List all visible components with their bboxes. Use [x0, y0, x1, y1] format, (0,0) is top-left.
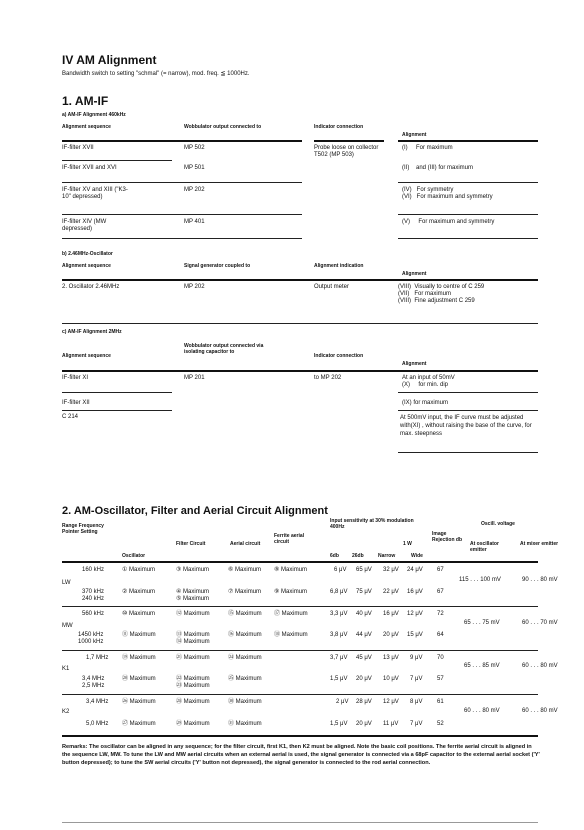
aerial-cell: ㉛ Maximum: [228, 721, 262, 727]
row-rule: [62, 392, 172, 393]
filter-cell: ③ Maximum: [176, 567, 210, 573]
a-rule: [314, 140, 384, 142]
narrow-cell: 16 μV: [383, 611, 399, 617]
freq: 370 kHz 240 kHz: [82, 589, 105, 602]
osc-h-image: Image Rejection db: [432, 531, 463, 543]
group-rule: [62, 606, 538, 607]
osc-cell: ⑳ Maximum: [122, 676, 156, 682]
filter-cell: ㉘ Maximum: [176, 699, 210, 705]
row-rule: [62, 323, 538, 324]
osc-h-sens: Input sensitivity at 30% modulation 400Hz: [330, 518, 414, 530]
ferrite-cell: ⑰ Maximum: [274, 611, 308, 617]
s6-cell: 3,7 μV: [330, 655, 348, 661]
a-rule: [398, 140, 538, 142]
b-header-conn: Signal generator coupled to: [184, 263, 251, 269]
aerial-cell: ⑯ Maximum: [228, 632, 262, 638]
osc-title: 2. AM-Oscillator, Filter and Aerial Circuit Alignment: [62, 505, 328, 517]
osc-h-aerial: Aerial circuit: [230, 541, 261, 547]
bandwidth-note: Bandwidth switch to setting "schmal" (= narrow), mod. freq. ≦ 1000Hz.: [62, 71, 250, 77]
freq: 5,0 MHz: [86, 721, 109, 727]
filter-cell: ㉑ Maximum: [176, 655, 210, 661]
osc-h-range: Range Frequency Pointer Setting: [62, 523, 104, 535]
filter-cell: ⑬ Maximum ⑭ Maximum: [176, 632, 210, 645]
s26-cell: 75 μV: [356, 589, 372, 595]
freq: 3,4 MHz: [86, 699, 109, 705]
a-row3-align: (IV) For symmetry (VI) For maximum and symmetry: [402, 187, 493, 200]
v-mix-cell: 60 . . . 80 mV: [522, 663, 558, 669]
filter-cell: ④ Maximum ⑤ Maximum: [176, 589, 210, 602]
osc-h-6db: 6db: [330, 553, 339, 559]
osc-cell: ① Maximum: [122, 567, 156, 573]
row-rule: [398, 238, 538, 239]
c-row1-align: At an input of 50mV (X) for min. dip: [402, 375, 455, 388]
band-lw: LW: [62, 580, 71, 586]
image-cell: 52: [437, 721, 444, 727]
c-header-seq: Alignment sequence: [62, 353, 111, 359]
narrow-cell: 11 μV: [383, 721, 399, 727]
row-rule: [398, 452, 538, 453]
filter-cell: ㉒ Maximum ㉓ Maximum: [176, 676, 210, 689]
row-rule: [398, 392, 538, 393]
osc-cell: ⑪ Maximum: [122, 632, 156, 638]
v-mix-cell: 60 . . . 70 mV: [522, 620, 558, 626]
group-rule: [62, 694, 538, 695]
freq: 160 kHz: [82, 567, 105, 573]
aerial-cell: ⑥ Maximum: [228, 567, 262, 573]
section-title: IV AM Alignment: [62, 53, 157, 67]
row-rule: [62, 410, 172, 411]
s6-cell: 2 μV: [336, 699, 349, 705]
filter-cell: ⑫ Maximum: [176, 611, 210, 617]
c-rule: [62, 370, 538, 372]
c-header-conn: Wobbulator output connected via isolating capacitor to: [184, 343, 264, 355]
a-row1-ind: Probe loose on collector T502 (MP 503): [314, 145, 379, 158]
a-row1-conn: MP 502: [184, 145, 205, 151]
a-row1-align: (I) For maximum: [402, 145, 453, 151]
narrow-cell: 13 μV: [383, 655, 399, 661]
wide-cell: 9 μV: [410, 655, 423, 661]
c-row3-align: At 500mV input, the IF curve must be adjusted with(XI) , without raising the base of the curve, for max. steepness: [400, 415, 532, 437]
s6-cell: 3,8 μV: [330, 632, 348, 638]
aerial-cell: ⑮ Maximum: [228, 611, 262, 617]
s26-cell: 28 μV: [356, 699, 372, 705]
v-mix-cell: 90 . . . 80 mV: [522, 577, 558, 583]
freq: 1450 kHz 1000 kHz: [78, 632, 104, 645]
freq: 560 kHz: [82, 611, 105, 617]
c-row2-align: (IX) for maximum: [402, 400, 449, 406]
narrow-cell: 10 μV: [383, 676, 399, 682]
v-osc-cell: 60 . . . 80 mV: [464, 708, 500, 714]
am-if-title: 1. AM-IF: [62, 94, 109, 108]
a-row2-conn: MP 501: [184, 165, 205, 171]
row-rule: [62, 182, 302, 183]
remarks: Remarks: The oscillator can be aligned in any sequence; for the filter circuit, first K1, then K2 must be aligned. Note the basic coil positions. The ferrite aerial circuit is aligned in the sequence LW, MW. To tune the LW and MW aerial circuits when an external aerial is used, the signal generator is connected via a 68pF capacitor to the external aerial socket ('Y' button depressed); to tune the SW aerial circuits ('Y' button not depressed), the signal generator is connected to the rod aerial connection.: [62, 744, 540, 766]
osc-h-at-mixer: At mixer emitter: [520, 541, 559, 547]
a-row3-seq: IF-filter XV and XIII ("K3-10" depressed): [62, 187, 128, 200]
b-row1-ind: Output meter: [314, 284, 350, 290]
c-row1-ind: to MP 202: [314, 375, 342, 381]
band-k1: K1: [62, 666, 70, 672]
c-row2-seq: IF-filter XII: [62, 400, 90, 406]
image-cell: 72: [437, 611, 444, 617]
osc-header-rule: [62, 561, 538, 563]
b-row1-conn: MP 202: [184, 284, 205, 290]
a-row2-align: (II) and (III) for maximum: [402, 165, 474, 171]
image-cell: 67: [437, 589, 444, 595]
a-row3-conn: MP 202: [184, 187, 205, 193]
b-row1-seq: 2. Oscillator 2.46MHz: [62, 284, 120, 290]
c-row1-conn: MP 201: [184, 375, 205, 381]
s26-cell: 65 μV: [356, 567, 372, 573]
image-cell: 61: [437, 699, 444, 705]
image-cell: 64: [437, 632, 444, 638]
s6-cell: 1,5 μV: [330, 676, 348, 682]
footer-rule: [62, 822, 538, 823]
narrow-cell: 32 μV: [383, 567, 399, 573]
a-row4-seq: IF-filter XIV (MW depressed): [62, 219, 107, 232]
osc-cell: ② Maximum: [122, 589, 156, 595]
s6-cell: 6 μV: [334, 567, 347, 573]
v-mix-cell: 60 . . . 80 mV: [522, 708, 558, 714]
aerial-cell: ㉕ Maximum: [228, 676, 262, 682]
v-osc-cell: 115 . . . 100 mV: [459, 577, 501, 583]
row-rule: [398, 182, 538, 183]
osc-h-filter: Filter Circuit: [176, 541, 206, 547]
image-cell: 67: [437, 567, 444, 573]
osc-h-1w: 1 W: [403, 541, 412, 547]
image-cell: 57: [437, 676, 444, 682]
row-rule: [398, 214, 538, 215]
group-rule: [62, 650, 538, 651]
s26-cell: 44 μV: [356, 632, 372, 638]
osc-cell: ⑩ Maximum: [122, 611, 156, 617]
aerial-cell: ㉚ Maximum: [228, 699, 262, 705]
c-row1-seq: IF-filter XI: [62, 375, 89, 381]
row-rule: [62, 214, 302, 215]
osc-h-ferrite: Ferrite aerial circuit: [274, 533, 305, 545]
a-header-conn: Wobbulator output connected to: [184, 124, 262, 130]
wide-cell: 24 μV: [407, 567, 423, 573]
wide-cell: 7 μV: [410, 721, 423, 727]
s6-cell: 6,8 μV: [330, 589, 348, 595]
band-k2: K2: [62, 709, 70, 715]
wide-cell: 8 μV: [410, 699, 423, 705]
a-header-ind: Indicator connection: [314, 124, 364, 130]
c-header-ind: Indicator connection: [314, 353, 364, 359]
a-header-seq: Alignment sequence: [62, 124, 111, 130]
row-rule: [62, 238, 302, 239]
a-row4-align: (V) For maximum and symmetry: [402, 219, 495, 225]
b-row1-align: (VIII) Visually to centre of C 259 (VII) For maximum (VIII) Fine adjustment C 259: [398, 284, 485, 304]
s6-cell: 1,5 μV: [330, 721, 348, 727]
s26-cell: 20 μV: [356, 721, 372, 727]
osc-h-oscillator: Oscillator: [122, 553, 146, 559]
s6-cell: 3,3 μV: [330, 611, 348, 617]
wide-cell: 16 μV: [407, 589, 423, 595]
osc-h-at-osc: At oscillator emitter: [470, 541, 499, 553]
row-rule: [62, 160, 172, 161]
filter-cell: ㉙ Maximum: [176, 721, 210, 727]
v-osc-cell: 65 . . . 85 mV: [464, 663, 500, 669]
s26-cell: 45 μV: [356, 655, 372, 661]
s26-cell: 40 μV: [356, 611, 372, 617]
image-cell: 70: [437, 655, 444, 661]
aerial-cell: ㉔ Maximum: [228, 655, 262, 661]
b-header-align: Alignment: [402, 271, 427, 277]
osc-cell: ⑲ Maximum: [122, 655, 156, 661]
narrow-cell: 12 μV: [383, 699, 399, 705]
aerial-cell: ⑦ Maximum: [228, 589, 262, 595]
narrow-cell: 20 μV: [383, 632, 399, 638]
am-if-c-label: c) AM-IF Alignment 2MHz: [62, 329, 122, 335]
osc-h-wide: Wide: [411, 553, 423, 559]
a-row2-seq: IF-filter XVII and XVI: [62, 165, 117, 171]
am-if-a-label: a) AM-IF Alignment 460kHz: [62, 112, 126, 118]
table-end-rule: [62, 735, 538, 737]
osc-cell: ㉗ Maximum: [122, 721, 156, 727]
osc-h-narrow: Narrow: [378, 553, 396, 559]
a-row1-seq: IF-filter XVII: [62, 145, 94, 151]
ferrite-cell: ⑧ Maximum: [274, 567, 308, 573]
b-header-ind: Alignment indication: [314, 263, 364, 269]
wide-cell: 12 μV: [407, 611, 423, 617]
c-row3-seq: C 214: [62, 414, 79, 420]
osc-h-26db: 26db: [352, 553, 364, 559]
osc-h-voltage: Oscill. voltage: [481, 521, 515, 527]
s26-cell: 20 μV: [356, 676, 372, 682]
row-rule: [398, 410, 538, 411]
wide-cell: 7 μV: [410, 676, 423, 682]
v-osc-cell: 65 . . . 75 mV: [464, 620, 500, 626]
band-mw: MW: [62, 623, 73, 629]
wide-cell: 15 μV: [407, 632, 423, 638]
freq: 1,7 MHz: [86, 655, 109, 661]
b-rule: [62, 279, 538, 281]
a-row4-conn: MP 401: [184, 219, 205, 225]
narrow-cell: 22 μV: [383, 589, 399, 595]
freq: 3,4 MHz 2,5 MHz: [82, 676, 105, 689]
ferrite-cell: ⑱ Maximum: [274, 632, 308, 638]
c-header-align: Alignment: [402, 361, 427, 367]
a-header-align: Alignment: [402, 132, 427, 138]
am-if-b-label: b) 2.46MHz-Oscillator: [62, 251, 113, 257]
a-rule: [62, 140, 302, 142]
b-header-seq: Alignment sequence: [62, 263, 111, 269]
osc-cell: ㉖ Maximum: [122, 699, 156, 705]
ferrite-cell: ⑨ Maximum: [274, 589, 308, 595]
